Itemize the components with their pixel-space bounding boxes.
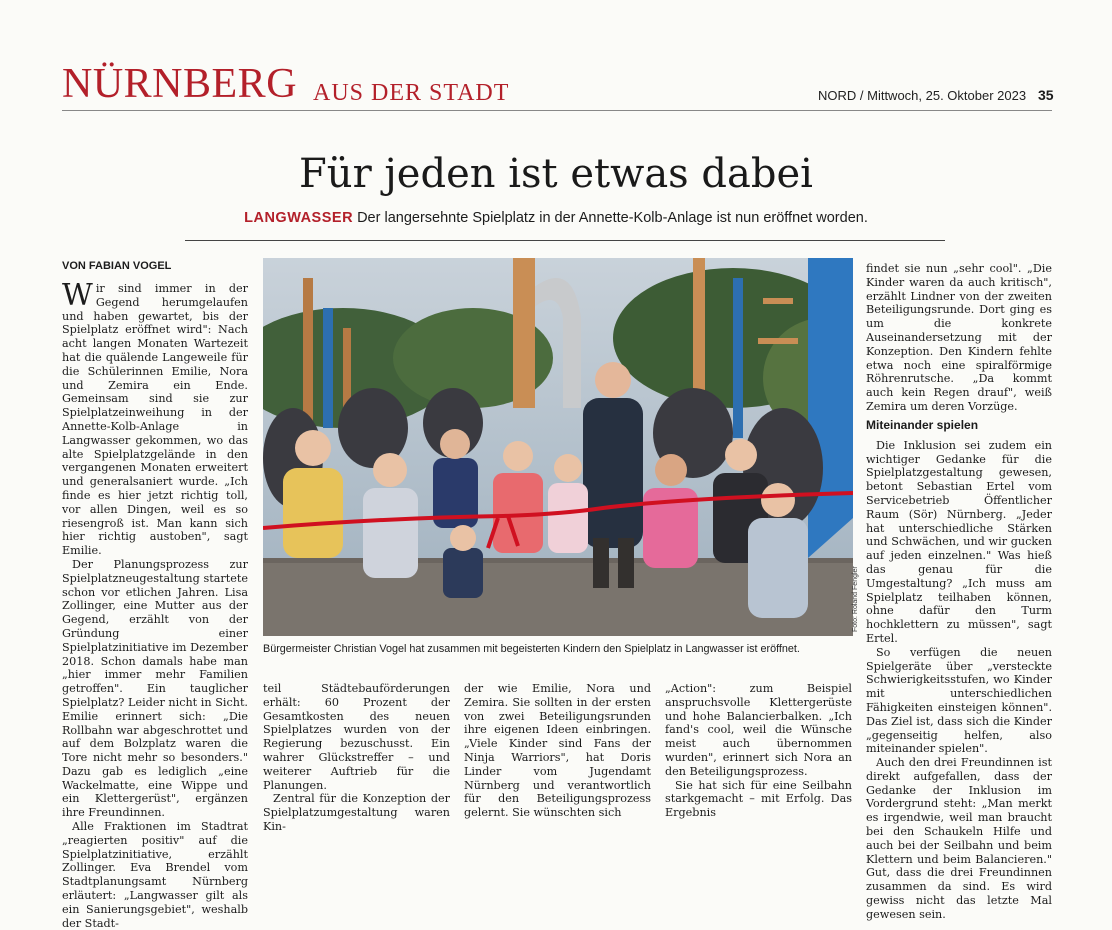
headline: Für jeden ist etwas dabei — [299, 151, 813, 197]
page-number: 35 — [1038, 87, 1054, 103]
section-heading: Miteinander spielen — [866, 417, 979, 432]
paragraph: der wie Emilie, Nora und Zemira. Sie sollten in der ersten von zwei Beteiligungsrunden ihre eigenen Ideen einbringen. „Viele Kinder sind Fans der Ninja Warriors", hat Doris Linder vom Jugendamt Nürnberg und verantwortlich für den Beteiligungsprozess gelernt. Sie wünschten sich — [464, 682, 651, 820]
column-4 — [665, 682, 852, 820]
subheadline-text: Der langersehnte Spielplatz in der Annette-Kolb-Anlage ist nun eröffnet worden. — [357, 210, 868, 226]
paragraph: findet sie nun „sehr cool". „Die Kinder waren da auch kritisch", erzählt Lindner von der zweiten Beteiligungsrunde. Dort ging es um die konkrete Auseinandersetzung mit der Konzeption. Den Kindern fehlte etwa noch eine spiralförmige Röhrenrutsche. „Da kommt auch kein Regen drauf", weiß Zemira um deren Vorzüge. — [866, 262, 1052, 413]
column-2 — [263, 682, 450, 834]
paragraph: Alle Fraktionen im Stadtrat „reagierten positiv" auf die Spielplatzinitiative, erzählt Zollinger. Eva Brendel vom Stadtplanungsamt Nürnberg erläutert: „Langwasser gilt als ein Sanierungsgebiet", weshalb der Stadt- — [62, 820, 248, 930]
subheadline-rule — [185, 240, 945, 241]
kicker: LANGWASSER — [244, 210, 354, 226]
event-photo — [263, 258, 853, 636]
paragraph: Zentral für die Konzeption der Spielplatzumgestaltung waren Kin- — [263, 792, 450, 833]
paragraph: Wir sind immer in der Gegend herumgelaufen und haben gewartet, bis der Spielplatz eröffnet wird": Nach acht langen Monaten Wartezeit hat die quälende Langeweile für die Schülerinnen Emilie, Nora und Zemira ein Ende. Gemeinsam sind sie zur Spielplatzeinweihung in der Annette-Kolb-Anlage in Langwasser gekommen, wo das alte Spielplatzgelände in den vergangenen Monaten erweitert und generalsaniert wurde. „Ich finde es hier jetzt richtig toll, vor allen Dingen, weil es so riesengroß ist. Man kann sich hier richtig austoben", sagt Emilie. — [62, 278, 248, 558]
masthead-section: AUS DER STADT — [313, 80, 510, 106]
edition-date: NORD / Mittwoch, 25. Oktober 2023 — [818, 88, 1027, 103]
paragraph: Auch den drei Freundinnen ist direkt aufgefallen, dass der Gedanke der Inklusion im Vordergrund steht: „Man merkt es irgendwie, weil man braucht bei den Schaukeln Hilfe und auch bei der Seilbahn und beim Klettern und beim Balancieren." Gut, dass die drei Freundinnen zusammen da sind. Es wird gewiss nicht das letzte Mal gewesen sein. — [866, 756, 1052, 921]
dropcap: W — [62, 278, 93, 313]
paragraph: Der Planungsprozess zur Spielplatzneugestaltung startete schon vor etlichen Jahren. Lisa Zollinger, eine Mutter aus der Gegend, erzählt von der Gründung einer Spielplatzinitiative im Dezember 2018. Schon damals habe man „hier immer mehr Familien getroffen". Ein tauglicher Spielplatz? Leider nicht in Sicht. Emilie erinnert sich: „Die Rollbahn war abgeschrottet und auf dem Bolzplatz waren die Tore nicht mehr so besonders." Dazu gab es lediglich „eine Wackelmatte, eine Wippe und ein Klettergerüst", ergänzen ihre Freundinnen. — [62, 557, 248, 820]
column-1 — [62, 278, 248, 930]
paragraph: So verfügen die neuen Spielgeräte über „versteckte Schwierigkeitsstufen, wo Kinder mit unterschiedlichen Fähigkeiten einsteigen können". Das Ziel ist, dass sich die Kinder „gegenseitig helfen, also miteinander spielen". — [866, 645, 1052, 756]
paragraph: Sie hat sich für eine Seilbahn starkgemacht – mit Erfolg. Das Ergebnis — [665, 778, 852, 820]
column-3 — [464, 682, 651, 820]
paragraph: Die Inklusion sei zudem ein wichtiger Gedanke für die Spielplatzgestaltung gewesen, betont Sebastian Ertel vom Servicebetrieb Öffentlicher Raum (Sör) Nürnberg. „Jeder hat unterschiedliche Stärken und Schwächen, und wir gucken auf jeden einzelnen." Was hieß das genau für die Umgestaltung? „Ich muss am Spielplatz teilhaben können, ohne dafür den Turm hochklettern zu müssen", sagt Ertel. — [866, 438, 1052, 645]
photo-caption: Bürgermeister Christian Vogel hat zusammen mit begeisterten Kindern den Spielplatz in Langwasser ist eröffnet. — [263, 643, 800, 655]
masthead-city: NÜRNBERG — [62, 61, 298, 107]
byline: VON FABIAN VOGEL — [62, 260, 172, 272]
photo-credit: Foto: Roland Fengler — [852, 566, 859, 632]
masthead-rule — [62, 110, 1052, 111]
subheadline — [0, 208, 1112, 228]
column-5 — [866, 262, 1052, 922]
paragraph: teil Städtebauförderungen erhält: 60 Prozent der Gesamtkosten des neuen Spielplatzes wurden von der Regierung bezuschusst. Ein wahrer Glückstreffer – und weiterer Auftrieb für die Planungen. — [263, 682, 450, 792]
event-photo-illustration — [263, 258, 853, 636]
paragraph: „Action": zum Beispiel anspruchsvolle Klettergerüste und hohe Balancierbalken. „Ich fand's cool, weil die Wünsche meist auch übernommen wurden", erinnert sich Nora an den Beteiligungsprozess. — [665, 682, 852, 778]
